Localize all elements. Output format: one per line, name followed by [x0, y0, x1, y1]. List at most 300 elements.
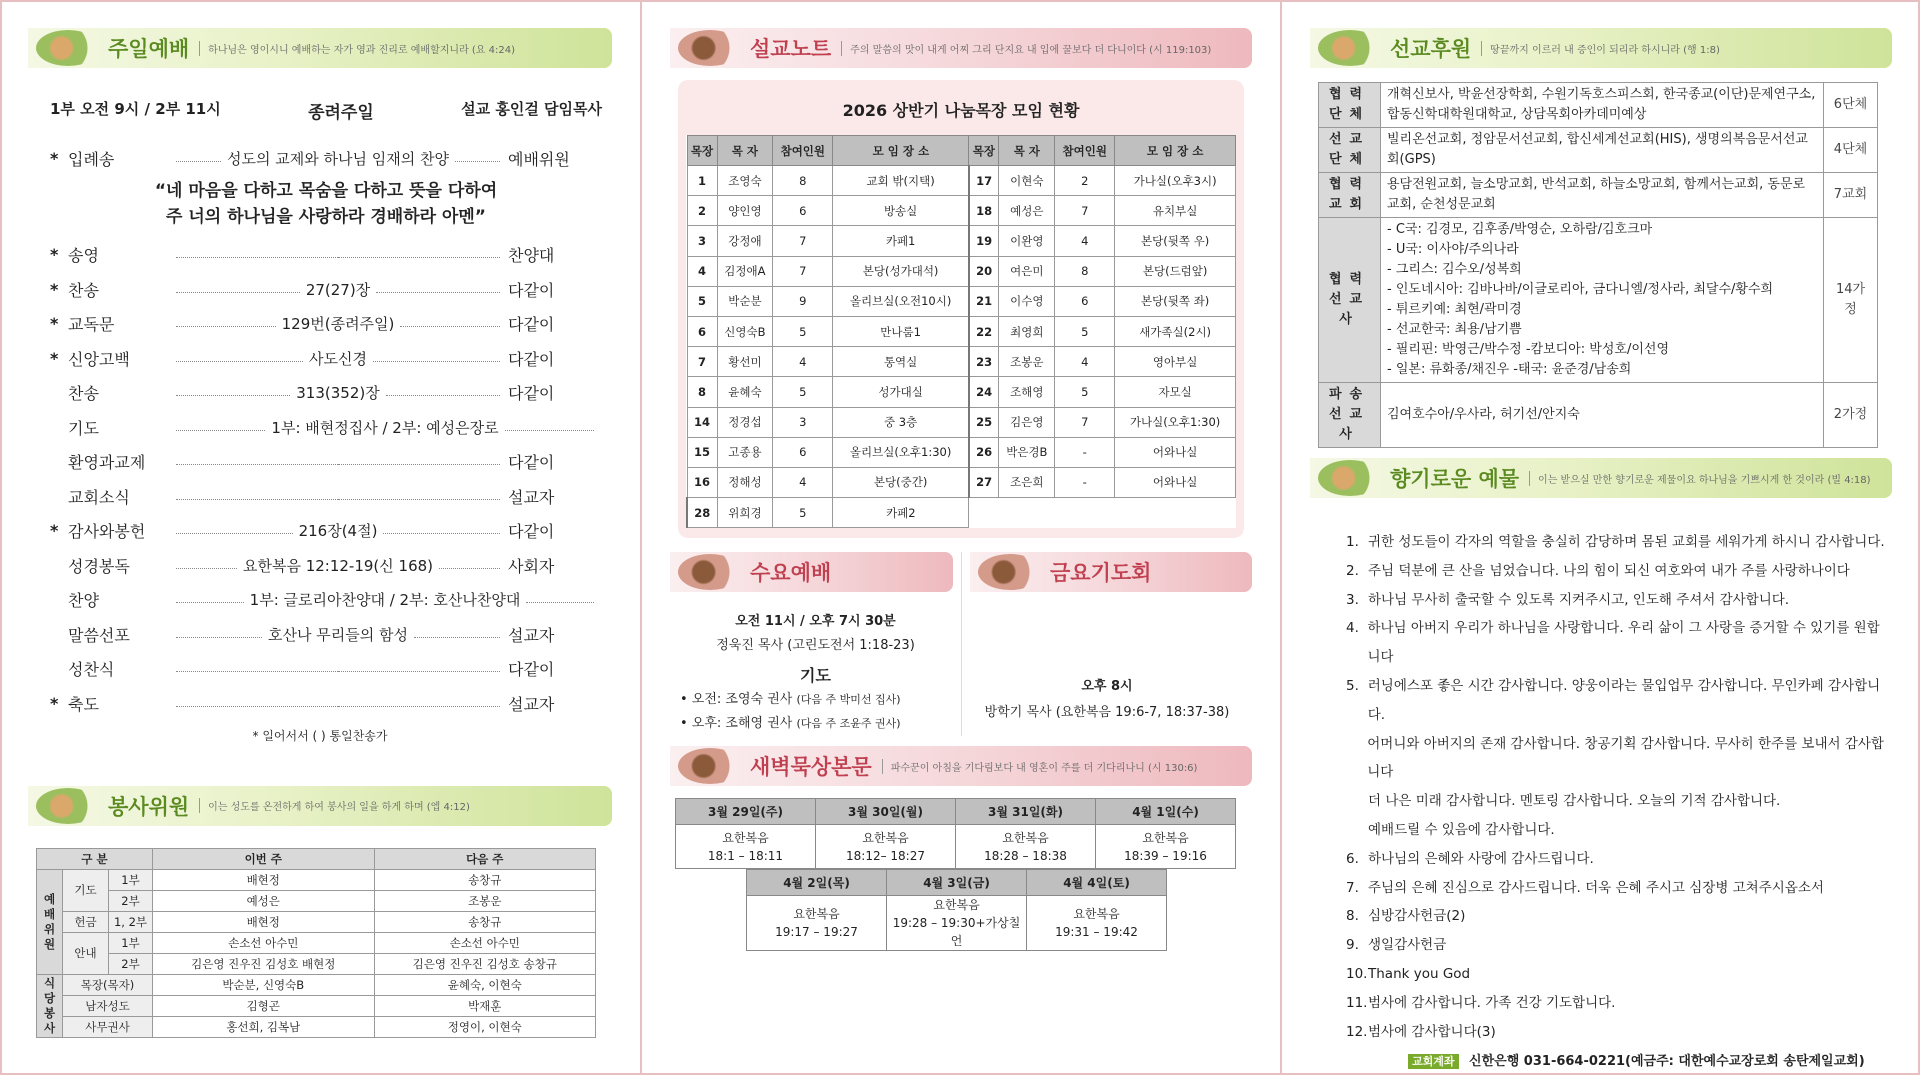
- dotted-leader: [176, 555, 500, 576]
- thanks-text: 주님 덕분에 큰 산을 넘었습니다. 나의 힘이 되신 여호와여 내가 주를 사랑하나이다: [1368, 562, 1850, 579]
- dawn-subtitle: 파수꾼이 아침을 기다림보다 내 영혼이 주를 더 기다리나니 (시 130:6): [882, 759, 1198, 774]
- group-char: 배: [43, 906, 56, 921]
- cell-leader: 최영희: [999, 316, 1055, 346]
- dawn-passage: [887, 896, 1027, 951]
- cell-no: 27: [969, 467, 999, 497]
- offerings-title: 향기로운 예물: [1390, 467, 1520, 491]
- offerings-subtitle: 이는 받으실 만한 향기로운 제물이요 하나님을 기쁘시게 한 것이라 (빌 4:18): [1529, 471, 1871, 486]
- table-row: [687, 377, 1236, 407]
- worship-header: [50, 98, 602, 123]
- cell-place: 가나실(오후3시): [1115, 166, 1236, 196]
- friday-banner: [970, 552, 1252, 592]
- thanks-item: [1346, 1018, 1892, 1047]
- thanks-item: [1346, 730, 1892, 788]
- cell-no: 7: [687, 347, 717, 377]
- dawn-banner: [670, 746, 1252, 786]
- friday-section: [961, 552, 1252, 736]
- label-part2: 2부: [109, 953, 153, 974]
- sunday-name: 종려주일: [308, 103, 374, 123]
- table-row: [1319, 128, 1878, 173]
- missions-table: [1318, 82, 1878, 448]
- order-item-name: 찬송: [68, 280, 99, 300]
- order-item-name: 기도: [68, 418, 99, 438]
- cell-count: 6: [773, 196, 833, 226]
- label-office-deacon: 사무권사: [63, 1016, 153, 1037]
- table-row: [37, 953, 596, 974]
- order-row: [50, 445, 602, 480]
- cell-place: 새가족실(2시): [1115, 316, 1236, 346]
- thanks-list: [1346, 528, 1892, 1046]
- missionary-line: - 일본: 류화종/채진우 -태국: 윤준경/남송희: [1387, 362, 1632, 377]
- cell-count: 5: [773, 377, 833, 407]
- cell-no: 14: [687, 407, 717, 437]
- order-item-name: 찬양: [68, 591, 99, 611]
- col-header: 목장: [969, 136, 999, 166]
- order-item-leader: 다같이: [508, 280, 555, 300]
- cell-count: 7: [1055, 196, 1115, 226]
- cell-place: 방송실: [833, 196, 969, 226]
- table-row: [687, 226, 1236, 256]
- order-row: [50, 583, 602, 618]
- star-mark: *: [50, 245, 59, 265]
- servers-banner: [28, 786, 612, 826]
- cell-leader: 예성은: [999, 196, 1055, 226]
- row-count: 14가정: [1824, 218, 1878, 383]
- order-item-name: 교독문: [68, 315, 115, 335]
- order-item-leader: 찬양대: [508, 246, 555, 266]
- cell-count: 4: [773, 467, 833, 497]
- cell-group-heading: 2026 상반기 나눔목장 모임 현황: [842, 101, 1080, 120]
- order-item-name: 교회소식: [68, 487, 130, 507]
- dawn-range: 18:39 – 19:16: [1124, 848, 1207, 863]
- preacher: 설교 홍인걸 담임목사: [461, 100, 602, 118]
- cell-place: 자모실: [1115, 377, 1236, 407]
- thanks-text: 범사에 감사합니다. 가족 건강 기도합니다.: [1368, 994, 1616, 1011]
- cell: 예성은: [153, 890, 375, 911]
- cell: 김형곤: [153, 995, 375, 1016]
- cell-place: 카페1: [833, 226, 969, 256]
- dawn-passage: [1096, 825, 1236, 869]
- cell-group-table: [686, 135, 1236, 528]
- call-to-worship: [50, 178, 602, 230]
- cell-count: 2: [1055, 166, 1115, 196]
- order-row: [50, 376, 602, 411]
- order-item-content: 129번(종려주일): [281, 315, 395, 334]
- dawn-title: 새벽묵상본문: [750, 755, 872, 780]
- dawn-passage: [676, 825, 816, 869]
- worship-banner: [28, 28, 612, 68]
- cell-no: 22: [969, 316, 999, 346]
- thanks-number: 6.: [1346, 850, 1359, 867]
- row-count: 4단체: [1824, 128, 1878, 173]
- wednesday-title: 수요예배: [750, 561, 832, 586]
- order-item-leader: 예배위원: [508, 149, 570, 169]
- lamp-decoration-icon: [678, 748, 742, 784]
- table-row: [37, 890, 596, 911]
- missionary-line: - C국: 김경모, 김후종/박영순, 오하람/김호크마: [1387, 222, 1653, 237]
- cell-count: 4: [1055, 226, 1115, 256]
- worship-subtitle: 하나님은 영이시니 예배하는 자가 영과 진리로 예배할지니라 (요 4:24): [199, 41, 515, 56]
- order-row: [50, 141, 602, 176]
- cell-count: 7: [773, 256, 833, 286]
- column-sermon: [640, 0, 1280, 1075]
- missionary-line: - 선교한국: 최용/남기쁨: [1387, 322, 1522, 337]
- cell-no: 19: [969, 226, 999, 256]
- dawn-date: 3월 29일(주): [676, 799, 816, 825]
- order-row: [50, 514, 602, 549]
- cell-place: 중 3층: [833, 407, 969, 437]
- prayer-am-next: (다음 주 박미선 집사): [796, 693, 901, 707]
- thanks-text: 더 나은 미래 감사합니다. 멘토링 감사합니다. 오늘의 기적 감사합니다.: [1368, 793, 1781, 810]
- thanks-item: [1346, 672, 1892, 730]
- thanks-text: 심방감사헌금(2): [1368, 908, 1466, 925]
- wednesday-preacher: 정욱진 목사 (고린도전서 1:18-23): [716, 638, 915, 654]
- thanks-item: [1346, 528, 1892, 557]
- dotted-leader: [176, 313, 500, 334]
- cell: 배현정: [153, 911, 375, 932]
- friday-body: [962, 592, 1252, 726]
- order-item-leader: 다같이: [508, 453, 555, 473]
- cell: 박순분, 신영숙B: [153, 974, 375, 995]
- thanks-item: [1346, 960, 1892, 989]
- thanks-item: [1346, 586, 1892, 615]
- thanks-item: [1346, 816, 1892, 845]
- table-row: [747, 896, 1167, 951]
- dawn-range: 19:17 – 19:27: [775, 925, 858, 940]
- cell-leader: 이현숙: [999, 166, 1055, 196]
- table-row: [1319, 218, 1878, 383]
- table-row: [1319, 83, 1878, 128]
- cell-place: 올리브실(오후1:30): [833, 437, 969, 467]
- prayer-pm-next: (다음 주 조윤주 권사): [796, 717, 901, 731]
- missions-subtitle: 땅끝까지 이르러 내 증인이 되리라 하시니라 (행 1:8): [1481, 41, 1720, 56]
- missions-banner: [1310, 28, 1892, 68]
- cell-leader: 조영숙: [717, 166, 773, 196]
- dawn-passage: [956, 825, 1096, 869]
- dotted-leader: [176, 624, 500, 645]
- friday-time: 오후 8시: [1081, 679, 1133, 695]
- cell-no: 3: [687, 226, 717, 256]
- table-row: [687, 316, 1236, 346]
- verse-line: “네 마음을 다하고 목숨을 다하고 뜻을 다하여: [154, 180, 498, 201]
- bible-decoration-icon: [678, 30, 742, 66]
- wednesday-prayer-pm: [670, 712, 961, 736]
- order-item-content: 요한복음 12:12-19(신 168): [242, 556, 434, 575]
- cell-count: 4: [1055, 347, 1115, 377]
- dawn-range: 18:28 – 18:38: [984, 848, 1067, 863]
- thanks-number: 2.: [1346, 562, 1359, 579]
- order-item-name: 신앙고백: [68, 349, 130, 369]
- dotted-leader: [176, 382, 500, 403]
- missionary-list: [1381, 218, 1824, 383]
- bank-info: [1408, 1050, 1892, 1069]
- cell-no: 17: [969, 166, 999, 196]
- table-row: [37, 1016, 596, 1037]
- cross-decoration-icon: [678, 554, 742, 590]
- thanks-item: [1346, 557, 1892, 586]
- cell-leader: 조은희: [999, 467, 1055, 497]
- dawn-book: 요한복음: [793, 907, 840, 922]
- order-item-name: 송영: [68, 246, 99, 266]
- order-item-leader: 설교자: [508, 625, 555, 645]
- dawn-book: 요한복음: [933, 898, 980, 913]
- missionary-line: - 필리핀: 박영근/박수정 -캄보디아: 박성호/이선영: [1387, 342, 1670, 357]
- group-char: 당: [43, 990, 56, 1005]
- cell-no: 18: [969, 196, 999, 226]
- cell-leader: 이완영: [999, 226, 1055, 256]
- label-cell-leader: 목장(목자): [63, 974, 153, 995]
- thanks-text: 하나님 아버지 우리가 하나님을 사랑합니다. 우리 삶이 그 사랑을 증거할 수 있기를 원합니다: [1367, 620, 1880, 666]
- cell-leader: 위희경: [717, 498, 773, 528]
- cell-leader: 김정애A: [717, 256, 773, 286]
- cell-place: 가나실(오후1:30): [1115, 407, 1236, 437]
- worship-time: 1부 오전 9시 / 2부 11시: [50, 100, 221, 118]
- order-item-content: 27(27)장: [305, 280, 371, 299]
- missionary-line: - 튀르키예: 최현/곽미경: [1387, 302, 1522, 317]
- group-char: 예: [43, 891, 56, 906]
- cell-count: 5: [1055, 377, 1115, 407]
- col-header: 참여인원: [1055, 136, 1115, 166]
- table-row: [1319, 173, 1878, 218]
- order-row: [50, 548, 602, 583]
- dotted-leader: [176, 493, 500, 500]
- col-header: 참여인원: [773, 136, 833, 166]
- bank-account: 신한은행 031-664-0221(예금주: 대한예수교장로회 송탄제일교회): [1469, 1054, 1865, 1070]
- table-row: [37, 974, 596, 995]
- thanks-number: 5.: [1346, 677, 1359, 694]
- cell: 배현정: [153, 869, 375, 890]
- friday-preacher: 방학기 목사 (요한복음 19:6-7, 18:37-38): [984, 705, 1230, 721]
- cell-count: 3: [773, 407, 833, 437]
- order-item-name: 축도: [68, 694, 99, 714]
- row-text: 김여호수아/우사라, 허기선/안지숙: [1381, 383, 1824, 448]
- star-mark: *: [50, 279, 59, 299]
- dawn-range: 19:28 – 19:30+가상칠언: [892, 916, 1021, 949]
- dawn-passage: [1027, 896, 1167, 951]
- cell-no: 15: [687, 437, 717, 467]
- order-row: [50, 341, 602, 376]
- cell-place: 유치부실: [1115, 196, 1236, 226]
- worship-title: 주일예배: [108, 37, 190, 61]
- cell-leader: 양인영: [717, 196, 773, 226]
- order-item-name: 말씀선포: [68, 625, 130, 645]
- table-row: [687, 467, 1236, 497]
- cell-no: 2: [687, 196, 717, 226]
- hand-decoration-icon: [36, 788, 100, 824]
- row-header: 협력단체: [1319, 83, 1381, 128]
- thanks-text: 어머니와 아버지의 존재 감사합니다. 창공기획 감사합니다. 무사히 한주를 보내서 감사합니다: [1367, 735, 1884, 781]
- cell-leader: 윤혜숙: [717, 377, 773, 407]
- thanks-item: [1346, 874, 1892, 903]
- cell-count: 9: [773, 286, 833, 316]
- dawn-book: 요한복음: [862, 830, 909, 845]
- dawn-date: 4월 1일(수): [1096, 799, 1236, 825]
- cell: 조봉운: [374, 890, 596, 911]
- thanks-text: 범사에 감사합니다(3): [1368, 1023, 1496, 1040]
- cell-no: 6: [687, 316, 717, 346]
- row-count: 2가정: [1824, 383, 1878, 448]
- row-header: 협력교회: [1319, 173, 1381, 218]
- group-char: 사: [43, 1020, 56, 1035]
- missions-title: 선교후원: [1390, 37, 1472, 61]
- thanks-item: [1346, 787, 1892, 816]
- order-item-name: 성경봉독: [68, 556, 130, 576]
- thanks-number: 4.: [1346, 620, 1359, 637]
- order-item-name: 성찬식: [68, 660, 115, 680]
- order-row: [50, 307, 602, 342]
- star-mark: *: [50, 693, 59, 713]
- cell-leader: 박은경B: [999, 437, 1055, 467]
- col-header: 목 자: [717, 136, 773, 166]
- table-row: [687, 166, 1236, 196]
- order-item-name: 찬송: [68, 384, 99, 404]
- dawn-range: 19:31 – 19:42: [1055, 925, 1138, 940]
- table-row: [687, 498, 1236, 528]
- prayer-am: • 오전: 조영숙 권사: [680, 692, 793, 708]
- thanks-item: [1346, 614, 1892, 672]
- midweek-row: [670, 552, 1252, 736]
- dawn-book: 요한복음: [722, 830, 769, 845]
- label-usher: 안내: [63, 932, 109, 974]
- col-header: 모 임 장 소: [833, 136, 969, 166]
- order-item-content: 1부: 배현정집사 / 2부: 예성은장로: [271, 418, 499, 437]
- table-row: [747, 870, 1167, 896]
- row-text: 개혁신보사, 박윤선장학회, 수원기독호스피스회, 한국종교(이단)문제연구소, 합동신학대학원대학교, 상담목회아카데미예상: [1381, 83, 1824, 128]
- thanks-number: 8.: [1346, 908, 1359, 925]
- missionary-line: - 그리스: 김수오/성복희: [1387, 262, 1522, 277]
- order-item-leader: 설교자: [508, 694, 555, 714]
- group-kitchen-label: [37, 976, 62, 1036]
- star-mark: *: [50, 314, 59, 334]
- order-row: [50, 617, 602, 652]
- cell-count: 6: [1055, 286, 1115, 316]
- cell-no: 4: [687, 256, 717, 286]
- thanks-text: 예배드릴 수 있음에 감사합니다.: [1368, 821, 1555, 838]
- thanks-number: 3.: [1346, 591, 1359, 608]
- dawn-date: 4월 2일(목): [747, 870, 887, 896]
- missionary-line: - U국: 이사야/주의나라: [1387, 242, 1519, 257]
- cell-no: 1: [687, 166, 717, 196]
- cell-place: 카페2: [833, 498, 969, 528]
- order-item-name: 입례송: [68, 149, 115, 169]
- prayer-pm: • 오후: 조해영 권사: [680, 716, 793, 732]
- cell-count: -: [1055, 437, 1115, 467]
- dotted-leader: [176, 520, 500, 541]
- table-row: [687, 136, 1236, 166]
- order-item-leader: 다같이: [508, 349, 555, 369]
- dotted-leader: [176, 279, 500, 300]
- row-text: 용담전원교회, 늘소망교회, 반석교회, 하늘소망교회, 함께서는교회, 동문로교회, 순천성문교회: [1381, 173, 1824, 218]
- sermon-banner: [670, 28, 1252, 68]
- order-item-leader: 다같이: [508, 660, 555, 680]
- cell-leader: 김은영: [999, 407, 1055, 437]
- group-worship: [37, 869, 63, 974]
- thanks-text: 하나님 무사히 출국할 수 있도록 지켜주시고, 인도해 주셔서 감사합니다.: [1368, 591, 1790, 608]
- cell-no: 28: [687, 498, 717, 528]
- cell-count: 5: [773, 498, 833, 528]
- cell-no: 16: [687, 467, 717, 497]
- cell-count: -: [1055, 467, 1115, 497]
- cell-leader: 황선미: [717, 347, 773, 377]
- cell-place: 영아부실: [1115, 347, 1236, 377]
- star-mark: *: [50, 348, 59, 368]
- label-men: 남자성도: [63, 995, 153, 1016]
- table-row: [37, 848, 596, 869]
- dawn-passage: [816, 825, 956, 869]
- dotted-leader: [176, 348, 500, 369]
- table-row: [37, 869, 596, 890]
- bank-tag: 교회계좌: [1408, 1054, 1459, 1069]
- group-kitchen: [37, 974, 63, 1037]
- cell-place: 어와나실: [1115, 467, 1236, 497]
- wednesday-prayer-am: [670, 688, 961, 712]
- order-item-content: 313(352)장: [296, 384, 380, 403]
- order-item-leader: 다같이: [508, 315, 555, 335]
- leaf-decoration-icon: [1318, 460, 1382, 496]
- cell-leader: 조해영: [999, 377, 1055, 407]
- dawn-range: 18:1 – 18:11: [707, 848, 784, 863]
- table-row: [687, 347, 1236, 377]
- order-item-name: 환영과교제: [68, 453, 146, 473]
- wednesday-section: [670, 552, 961, 736]
- verse-line: 주 너의 하나님을 사랑하라 경배하라 아멘”: [166, 206, 486, 227]
- cell: 박재훈: [374, 995, 596, 1016]
- header-this-week: 이번 주: [153, 848, 375, 869]
- dotted-leader: [176, 148, 500, 169]
- sermon-title: 설교노트: [750, 37, 832, 61]
- table-row: [1319, 383, 1878, 448]
- order-item-leader: 다같이: [508, 384, 555, 404]
- dawn-date: 3월 30일(월): [816, 799, 956, 825]
- dotted-leader: [176, 665, 500, 672]
- cell-place: 교회 밖(지택): [833, 166, 969, 196]
- table-row: [676, 825, 1236, 869]
- thanks-item: [1346, 845, 1892, 874]
- column-worship: [0, 0, 640, 1075]
- cell-count: 5: [1055, 316, 1115, 346]
- thanks-number: 1.: [1346, 534, 1359, 550]
- thanks-text: 하나님의 은혜와 사랑에 감사드립니다.: [1368, 850, 1594, 867]
- table-row: [37, 932, 596, 953]
- wednesday-banner: [670, 552, 953, 592]
- cell-count: 5: [773, 316, 833, 346]
- order-row: [50, 479, 602, 514]
- servers-subtitle: 이는 성도를 온전하게 하여 봉사의 일을 하게 하며 (엡 4:12): [199, 798, 470, 813]
- worship-note: * 일어서서 ( ) 통일찬송가: [252, 728, 388, 743]
- dotted-leader: [176, 458, 500, 465]
- table-row: [687, 256, 1236, 286]
- header-next-week: 다음 주: [374, 848, 596, 869]
- star-mark: *: [50, 148, 59, 168]
- cell-leader: 여은미: [999, 256, 1055, 286]
- leaf-decoration-icon: [36, 30, 100, 66]
- dawn-date: 4월 3일(금): [887, 870, 1027, 896]
- cell-place: 만나룸1: [833, 316, 969, 346]
- order-row: [50, 238, 602, 273]
- dawn-book: 요한복음: [1073, 907, 1120, 922]
- cell-leader: 정경섭: [717, 407, 773, 437]
- cell-no: 25: [969, 407, 999, 437]
- order-item-leader: 다같이: [508, 522, 555, 542]
- cell-no: 26: [969, 437, 999, 467]
- cell-count: 6: [773, 437, 833, 467]
- sermon-subtitle: 주의 말씀의 맛이 내게 어찌 그리 단지요 내 입에 꿀보다 더 다니이다 (시 119:103): [841, 41, 1211, 56]
- cell-place: 어와나실: [1115, 437, 1236, 467]
- row-header: 선교단체: [1319, 128, 1381, 173]
- dotted-leader: [176, 700, 500, 707]
- cell-place: 올리브실(오전10시): [833, 286, 969, 316]
- table-row: [37, 995, 596, 1016]
